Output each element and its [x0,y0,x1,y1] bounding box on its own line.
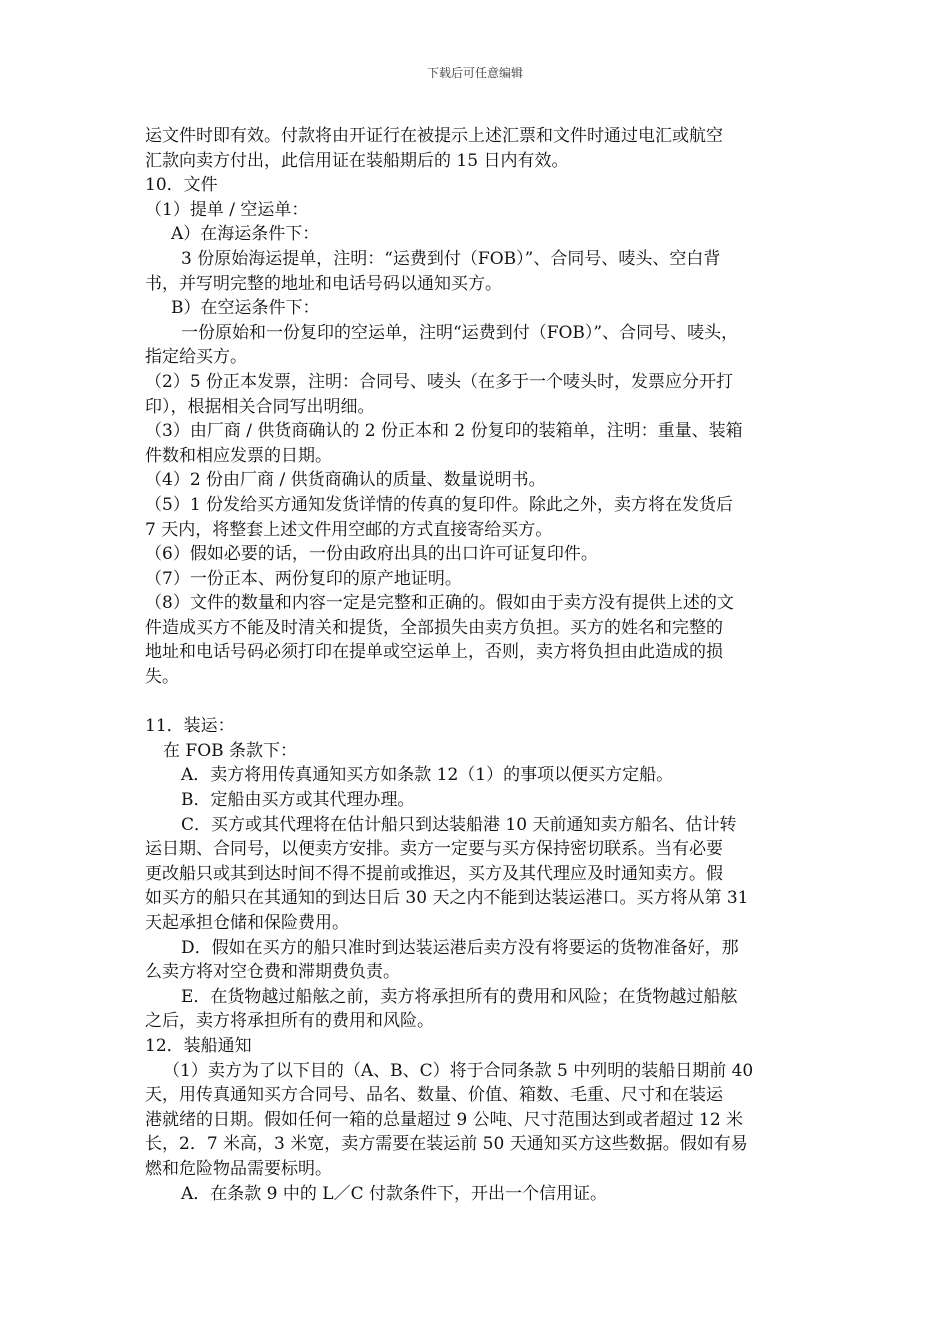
text-line: 之后，卖方将承担所有的费用和风险。 [145,1011,434,1032]
section-heading-shipping-notice: 12．装船通知 [145,1035,252,1056]
text-line: （4）2 份由厂商 / 供货商确认的质量、数量说明书。 [145,470,546,491]
text-line: （1）卖方为了以下目的（A、B、C）将于合同条款 5 中列明的装船日期前 40 [163,1060,754,1081]
text-line: （2）5 份正本发票，注明：合同号、唛头（在多于一个唛头时，发票应分开打 [145,371,734,392]
text-line: C．买方或其代理将在估计船只到达装船港 10 天前通知卖方船名、估计转 [181,814,737,835]
text-line: A．卖方将用传真通知买方如条款 12（1）的事项以便买方定船。 [181,765,674,786]
text-line: A．在条款 9 中的 L／C 付款条件下，开出一个信用证。 [181,1183,608,1204]
text-line: E．在货物越过船舷之前，卖方将承担所有的费用和风险；在货物越过船舷 [181,986,738,1007]
text-line: 3 份原始海运提单，注明：“运费到付（FOB）”、合同号、唛头、空白背 [181,248,721,269]
text-line: 书，并写明完整的地址和电话号码以通知买方。 [145,273,502,294]
text-line: 7 天内，将整套上述文件用空邮的方式直接寄给买方。 [145,519,553,540]
text-line: 失。 [145,667,179,688]
text-line: （1）提单 / 空运单： [145,199,309,220]
text-line: 印），根据相关合同写出明细。 [145,396,375,417]
text-line: （6）假如必要的话，一份由政府出具的出口许可证复印件。 [145,544,598,565]
text-line: （8）文件的数量和内容一定是完整和正确的。假如由于卖方没有提供上述的文 [145,593,734,614]
text-line: 件造成买方不能及时清关和提货，全部损失由卖方负担。买方的姓名和完整的 [145,617,723,638]
text-line: 在 FOB 条款下： [163,740,298,761]
blank-line [145,690,815,715]
text-line: （7）一份正本、两份复印的原产地证明。 [145,568,462,589]
section-heading-documents: 10．文件 [145,175,218,196]
text-line: （3）由厂商 / 供货商确认的 2 份正本和 2 份复印的装箱单，注明：重量、装箱 [145,421,743,442]
text-line: D．假如在买方的船只准时到达装运港后卖方没有将要运的货物准备好，那 [181,937,739,958]
text-line: B．定船由买方或其代理办理。 [181,790,415,811]
text-line: 地址和电话号码必须打印在提单或空运单上，否则，卖方将负担由此造成的损 [145,642,723,663]
text-line: 件数和相应发票的日期。 [145,445,332,466]
text-line: A）在海运条件下： [171,224,320,245]
text-line: 运日期、合同号，以便卖方安排。卖方一定要与买方保持密切联系。当有必要 [145,839,723,860]
text-line: 天起承担仓储和保险费用。 [145,913,349,933]
document-body [145,124,815,1206]
section-heading-shipment: 11．装运： [145,716,235,737]
text-line: B）在空运条件下： [171,298,320,319]
text-line: 一份原始和一份复印的空运单，注明“运费到付（FOB）”、合同号、唛头， [181,322,739,343]
text-line: 如买方的船只在其通知的到达日后 30 天之内不能到达装运港口。买方将从第 31 [145,888,749,909]
text-line: 么卖方将对空仓费和滞期费负责。 [145,962,400,983]
text-line: 燃和危险物品需要标明。 [145,1158,332,1179]
text-line: 更改船只或其到达时间不得不提前或推迟，买方及其代理应及时通知卖方。假 [145,863,723,884]
text-line: 指定给买方。 [145,347,247,368]
text-line: （5）1 份发给买方通知发货详情的传真的复印件。除此之外，卖方将在发货后 [145,494,734,515]
text-line: 天，用传真通知买方合同号、品名、数量、价值、箱数、毛重、尺寸和在装运 [145,1085,723,1106]
text-line: 运文件时即有效。付款将由开证行在被提示上述汇票和文件时通过电汇或航空 [145,126,723,146]
text-line: 汇款向卖方付出，此信用证在装船期后的 15 日内有效。 [145,150,569,171]
text-line: 长，2．7 米高，3 米宽，卖方需要在装运前 50 天通知买方这些数据。假如有易 [145,1134,748,1155]
text-line: 港就绪的日期。假如任何一箱的总量超过 9 公吨、尺寸范围达到或者超过 12 米 [145,1109,744,1130]
page-header: 下载后可任意编辑 [426,66,523,80]
